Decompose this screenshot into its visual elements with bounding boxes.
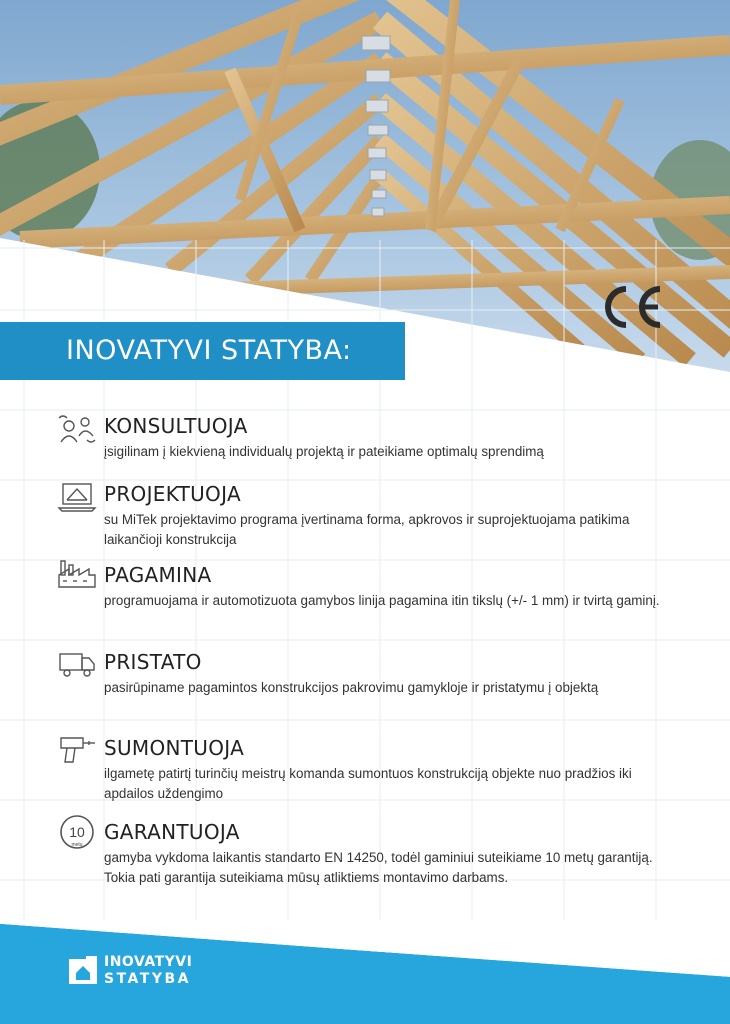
service-description: ilgametę patirtį turinčių meistrų komanda sumontuos konstrukciją objekte nuo pradžios iki apdailos uždengimo <box>104 766 632 801</box>
badge-unit: metų <box>71 842 83 848</box>
service-title: SUMONTUOJA <box>104 736 245 760</box>
badge-number: 10 <box>69 824 85 840</box>
section-banner <box>0 322 405 380</box>
ce-mark-icon <box>596 282 666 332</box>
logo-house-icon <box>66 953 100 987</box>
warranty-badge-icon <box>57 814 97 852</box>
service-title: KONSULTUOJA <box>104 414 248 438</box>
company-logo[interactable] <box>66 950 206 990</box>
service-description: programuojama ir automotizuota gamybos linija pagamina itin tikslų (+/- 1 mm) ir tvirtą gaminį. <box>104 593 660 608</box>
logo-text-line1: INOVATYVI <box>104 954 193 970</box>
service-title: PRISTATO <box>104 650 202 674</box>
service-description: su MiTek projektavimo programa įvertinama forma, apkrovos ir suprojektuojama patikima laikančioji konstrukcija <box>104 512 630 547</box>
service-title: PROJEKTUOJA <box>104 482 241 506</box>
laptop-roof-icon <box>57 480 97 514</box>
banner-title: INOVATYVI STATYBA: <box>66 335 352 366</box>
service-title: GARANTUOJA <box>104 820 240 844</box>
service-description: įsigilinam į kiekvieną individualų projektą ir pateikiame optimalų sprendimą <box>104 444 544 459</box>
factory-icon <box>57 555 97 589</box>
service-description: pasirūpiname pagamintos konstrukcijos pakrovimu gamykloje ir pristatymu į objektą <box>104 680 599 695</box>
service-description: gamyba vykdoma laikantis standarto EN 14250, todėl gaminiui suteikiame 10 metų garantiją. Tokia pati garantija suteikiama mūsų atliktiems montavimo darbams. <box>104 850 653 885</box>
truck-icon <box>57 646 97 680</box>
discussion-icon <box>57 412 97 446</box>
drill-icon <box>57 732 97 766</box>
logo-text-line2: STATYBA <box>104 971 191 987</box>
service-title: PAGAMINA <box>104 563 212 587</box>
